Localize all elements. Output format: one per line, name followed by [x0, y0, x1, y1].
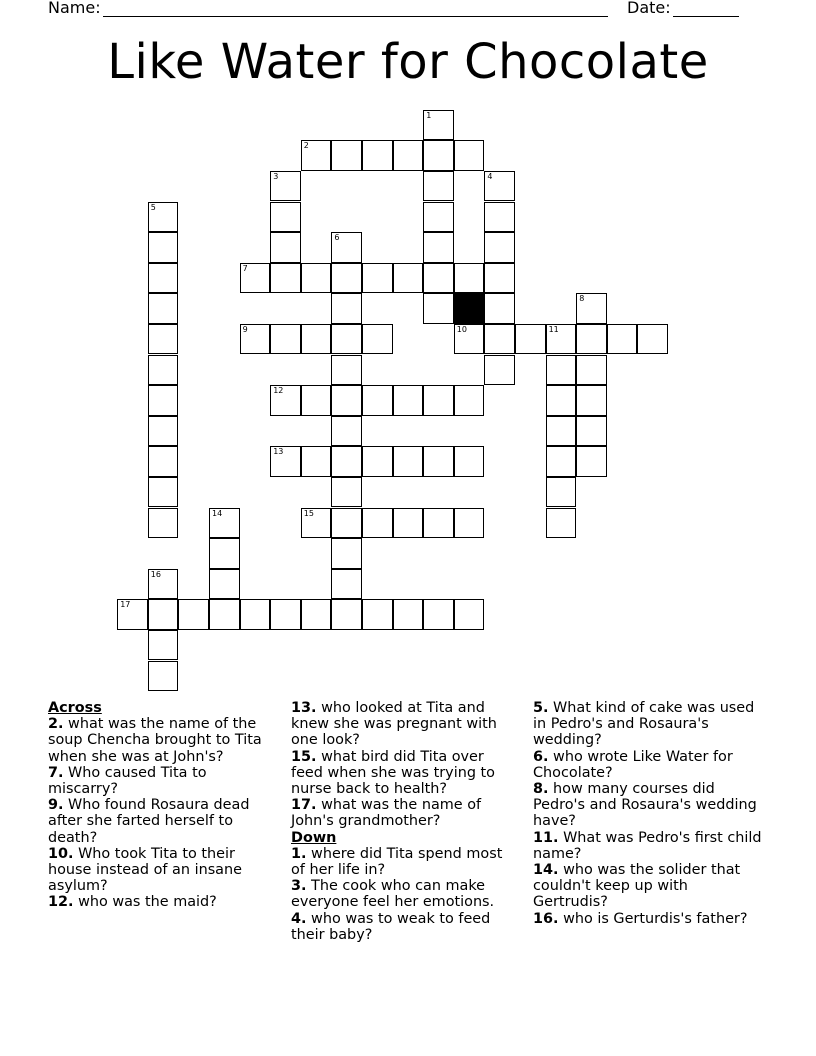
answer-cell[interactable]	[423, 110, 454, 141]
clue-item	[533, 781, 765, 830]
answer-cell[interactable]	[331, 140, 362, 171]
answer-cell[interactable]	[576, 416, 607, 447]
clue-item	[48, 797, 273, 846]
clue-item-number: 9.	[48, 797, 64, 814]
answer-cell[interactable]	[515, 324, 546, 355]
clue-item-number: 17.	[291, 797, 317, 814]
answer-cell[interactable]	[362, 508, 393, 539]
answer-cell[interactable]	[148, 232, 179, 263]
clue-item-text: what bird did Tita over feed when she was trying to nurse back to health?	[291, 748, 495, 798]
answer-cell[interactable]	[546, 508, 577, 539]
clue-number: 2	[303, 141, 309, 151]
answer-cell[interactable]	[576, 324, 607, 355]
answer-cell[interactable]	[362, 599, 393, 630]
name-label: Name:	[48, 0, 101, 17]
answer-cell[interactable]	[484, 202, 515, 233]
clue-item-text: who was the maid?	[73, 894, 217, 911]
clue-item-text: Who found Rosaura dead after she farted herself to death?	[48, 797, 250, 846]
clue-item-text: who was the solider that couldn't keep up with Gertrudis?	[533, 862, 741, 911]
answer-cell[interactable]	[148, 508, 179, 539]
clue-number: 13	[273, 447, 284, 457]
clue-item	[291, 700, 516, 749]
clue-item-number: 2.	[48, 716, 64, 733]
answer-cell[interactable]	[331, 446, 362, 477]
answer-cell[interactable]	[301, 324, 332, 355]
answer-cell[interactable]	[209, 508, 240, 539]
clue-item	[291, 911, 516, 943]
clue-item	[291, 749, 516, 798]
answer-cell[interactable]	[393, 385, 424, 416]
clue-item-text: Who took Tita to their house instead of an insane asylum?	[48, 845, 242, 895]
answer-cell[interactable]	[393, 508, 424, 539]
clue-item	[533, 911, 765, 927]
answer-cell[interactable]	[331, 355, 362, 386]
answer-cell[interactable]	[546, 385, 577, 416]
answer-cell[interactable]	[148, 263, 179, 294]
answer-cell[interactable]	[576, 355, 607, 386]
answer-cell[interactable]	[209, 569, 240, 600]
clue-item-number: 7.	[48, 764, 64, 781]
down-heading: Down	[291, 829, 337, 846]
clue-item-text: who wrote Like Water for Chocolate?	[533, 748, 733, 781]
answer-cell[interactable]	[148, 477, 179, 508]
clue-item	[533, 830, 765, 862]
answer-cell[interactable]	[484, 293, 515, 324]
answer-cell[interactable]	[270, 599, 301, 630]
answer-cell[interactable]	[331, 477, 362, 508]
answer-cell[interactable]	[362, 324, 393, 355]
answer-cell[interactable]	[270, 232, 301, 263]
answer-cell[interactable]	[178, 599, 209, 630]
answer-cell[interactable]	[637, 324, 668, 355]
answer-cell[interactable]	[148, 385, 179, 416]
answer-cell[interactable]	[301, 263, 332, 294]
answer-cell[interactable]	[454, 508, 485, 539]
answer-cell[interactable]	[393, 140, 424, 171]
clue-item-number: 16.	[533, 910, 559, 927]
clue-item	[291, 878, 516, 910]
clue-item	[48, 846, 273, 895]
clue-number: 16	[150, 569, 161, 579]
clue-number: 15	[303, 508, 314, 518]
answer-cell[interactable]	[148, 416, 179, 447]
answer-cell[interactable]	[270, 171, 301, 202]
clue-item-number: 14.	[533, 862, 559, 879]
answer-cell[interactable]	[148, 630, 179, 661]
clue-item-text: what was the name of John's grandmother?	[291, 797, 482, 830]
answer-cell[interactable]	[331, 508, 362, 539]
answer-cell[interactable]	[362, 446, 393, 477]
across-heading: Across	[48, 700, 102, 716]
answer-cell[interactable]	[148, 599, 179, 630]
answer-cell[interactable]	[331, 599, 362, 630]
clue-item-number: 5.	[533, 700, 549, 716]
clue-item-number: 10.	[48, 845, 74, 862]
clue-item-text: What was Pedro's first child name?	[533, 829, 762, 862]
clue-item	[291, 846, 516, 878]
answer-cell[interactable]	[423, 263, 454, 294]
answer-cell[interactable]	[546, 416, 577, 447]
answer-cell[interactable]	[546, 324, 577, 355]
clue-number: 7	[242, 263, 248, 273]
clue-item-number: 8.	[533, 781, 549, 798]
answer-cell[interactable]	[301, 599, 332, 630]
answer-cell[interactable]	[607, 324, 638, 355]
clue-item	[533, 862, 765, 911]
answer-cell[interactable]	[393, 599, 424, 630]
clue-number: 10	[456, 324, 467, 334]
clue-column-1	[48, 700, 273, 911]
clue-number: 12	[273, 386, 284, 396]
clue-number: 17	[120, 600, 131, 610]
clue-item-text: where did Tita spend most of her life in?	[291, 845, 503, 879]
answer-cell[interactable]	[331, 324, 362, 355]
answer-cell[interactable]	[484, 263, 515, 294]
answer-cell[interactable]	[423, 140, 454, 171]
answer-cell[interactable]	[148, 446, 179, 477]
clue-column-2	[291, 700, 516, 943]
answer-cell[interactable]	[331, 232, 362, 263]
clue-item	[291, 797, 516, 829]
answer-cell[interactable]	[117, 599, 148, 630]
clue-item-number: 15.	[291, 748, 317, 765]
answer-cell[interactable]	[423, 293, 454, 324]
answer-cell[interactable]	[546, 477, 577, 508]
clue-number: 1	[426, 110, 432, 120]
clue-item	[533, 700, 765, 749]
answer-cell[interactable]	[331, 569, 362, 600]
clue-item-text: who is Gerturdis's father?	[558, 910, 748, 927]
clue-number: 6	[334, 233, 340, 243]
answer-cell[interactable]	[331, 263, 362, 294]
answer-cell[interactable]	[270, 263, 301, 294]
answer-cell[interactable]	[301, 508, 332, 539]
clue-number: 3	[273, 171, 279, 181]
answer-cell[interactable]	[454, 140, 485, 171]
clue-column-3	[533, 700, 765, 927]
clue-item-text: The cook who can make everyone feel her emotions.	[291, 878, 495, 911]
clue-item-number: 1.	[291, 845, 307, 862]
answer-cell[interactable]	[148, 293, 179, 324]
clue-item-text: who looked at Tita and knew she was pregnant with one look?	[291, 700, 497, 749]
answer-cell[interactable]	[148, 355, 179, 386]
clue-item-text: what was the name of the soup Chencha brought to Tita when she was at John's?	[48, 716, 262, 765]
answer-cell[interactable]	[331, 385, 362, 416]
clue-item	[48, 765, 273, 797]
answer-cell[interactable]	[148, 569, 179, 600]
answer-cell[interactable]	[423, 446, 454, 477]
clue-item-number: 12.	[48, 894, 74, 911]
date-label: Date:	[627, 0, 671, 17]
answer-cell[interactable]	[546, 446, 577, 477]
clue-number: 11	[548, 324, 559, 334]
clue-number: 14	[212, 508, 223, 518]
clue-item-text: What kind of cake was used in Pedro's and Rosaura's wedding?	[533, 700, 755, 749]
answer-cell[interactable]	[331, 416, 362, 447]
answer-cell[interactable]	[209, 599, 240, 630]
answer-cell[interactable]	[301, 446, 332, 477]
clue-item-text: Who caused Tita to miscarry?	[48, 764, 207, 798]
answer-cell[interactable]	[393, 263, 424, 294]
answer-cell[interactable]	[423, 508, 454, 539]
answer-cell[interactable]	[240, 324, 271, 355]
answer-cell[interactable]	[423, 599, 454, 630]
answer-cell[interactable]	[576, 293, 607, 324]
answer-cell[interactable]	[454, 599, 485, 630]
puzzle-title: Like Water for Chocolate	[107, 34, 709, 90]
clue-item-number: 4.	[291, 910, 307, 927]
answer-cell[interactable]	[301, 140, 332, 171]
clue-number: 9	[242, 324, 248, 334]
answer-cell[interactable]	[270, 202, 301, 233]
answer-cell[interactable]	[454, 385, 485, 416]
black-cell	[454, 293, 485, 324]
answer-cell[interactable]	[270, 385, 301, 416]
clue-number: 4	[487, 171, 493, 181]
clue-item	[533, 749, 765, 781]
answer-cell[interactable]	[148, 661, 179, 692]
clue-number: 5	[150, 202, 156, 212]
answer-cell[interactable]	[270, 446, 301, 477]
answer-cell[interactable]	[423, 202, 454, 233]
answer-cell[interactable]	[148, 324, 179, 355]
answer-cell[interactable]	[423, 171, 454, 202]
answer-cell[interactable]	[546, 355, 577, 386]
clue-number: 8	[579, 294, 585, 304]
clue-item-text: how many courses did Pedro's and Rosaura's wedding have?	[533, 781, 757, 830]
clue-item-number: 13.	[291, 700, 317, 716]
answer-cell[interactable]	[240, 263, 271, 294]
answer-cell[interactable]	[484, 355, 515, 386]
answer-cell[interactable]	[484, 171, 515, 202]
answer-cell[interactable]	[576, 385, 607, 416]
answer-cell[interactable]	[454, 263, 485, 294]
answer-cell[interactable]	[240, 599, 271, 630]
answer-cell[interactable]	[454, 324, 485, 355]
answer-cell[interactable]	[484, 232, 515, 263]
answer-cell[interactable]	[423, 385, 454, 416]
answer-cell[interactable]	[148, 202, 179, 233]
answer-cell[interactable]	[301, 385, 332, 416]
clue-item-number: 6.	[533, 748, 549, 765]
answer-cell[interactable]	[331, 293, 362, 324]
answer-cell[interactable]	[484, 324, 515, 355]
clue-item-number: 11.	[533, 829, 559, 846]
answer-cell[interactable]	[331, 538, 362, 569]
answer-cell[interactable]	[454, 446, 485, 477]
answer-cell[interactable]	[393, 446, 424, 477]
clue-item-number: 3.	[291, 878, 307, 895]
answer-cell[interactable]	[576, 446, 607, 477]
answer-cell[interactable]	[362, 263, 393, 294]
clue-item	[48, 716, 273, 765]
clue-item	[48, 894, 273, 910]
answer-cell[interactable]	[362, 140, 393, 171]
answer-cell[interactable]	[270, 324, 301, 355]
answer-cell[interactable]	[209, 538, 240, 569]
answer-cell[interactable]	[423, 232, 454, 263]
answer-cell[interactable]	[362, 385, 393, 416]
clue-item-text: who was to weak to feed their baby?	[291, 910, 491, 943]
